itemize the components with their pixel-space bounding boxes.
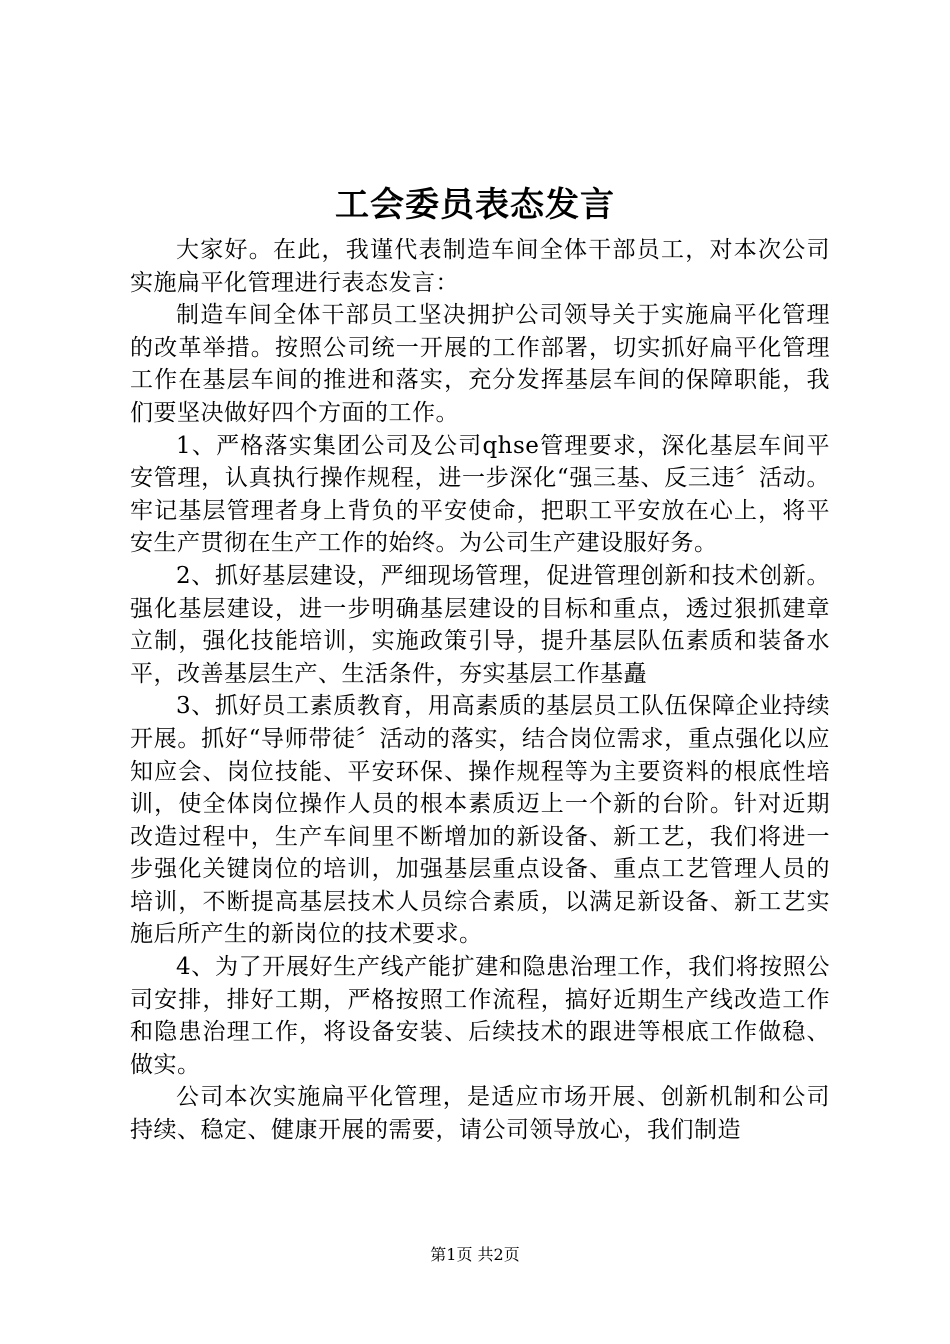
document-title: 工会委员表态发言 [335,185,615,225]
document-body [130,234,830,1147]
paragraph-commitment: 制造车间全体干部员工坚决拥护公司领导关于实施扁平化管理的改革举措。按照公司统一开展的工作部署，切实抓好扁平化管理工作在基层车间的推进和落实，充分发挥基层车间的保障职能，我们要坚决做好四个方面的工作。 [130,302,830,426]
paragraph-point-3: 3、抓好员工素质教育，用高素质的基层员工队伍保障企业持续开展。抓好“导师带徒〞活动的落实，结合岗位需求，重点强化以应知应会、岗位技能、平安环保、操作规程等为主要资料的根底性培训，使全体岗位操作人员的根本素质迈上一个新的台阶。针对近期改造过程中，生产车间里不断增加的新设备、新工艺，我们将进一步强化关键岗位的培训，加强基层重点设备、重点工艺管理人员的培训，不断提高基层技术人员综合素质，以满足新设备、新工艺实施后所产生的新岗位的技术要求。 [130,693,830,948]
paragraph-point-2: 2、抓好基层建设，严细现场管理，促进管理创新和技术创新。强化基层建设，进一步明确基层建设的目标和重点，透过狠抓建章立制，强化技能培训，实施政策引导，提升基层队伍素质和装备水平，改善基层生产、生活条件，夯实基层工作基矗 [130,562,830,687]
paragraph-point-1: 1、严格落实集团公司及公司qhse管理要求，深化基层车间平安管理，认真执行操作规程，进一步深化“强三基、反三违〞活动。牢记基层管理者身上背负的平安使命，把职工平安放在心上，将平安生产贯彻在生产工作的始终。为公司生产建设服好务。 [130,432,830,557]
paragraph-closing: 公司本次实施扁平化管理，是适应市场开展、创新机制和公司持续、稳定、健康开展的需要，请公司领导放心，我们制造 [130,1084,830,1144]
paragraph-greeting: 大家好。在此，我谨代表制造车间全体干部员工，对本次公司实施扁平化管理进行表态发言： [130,237,830,296]
page-footer: 第1页 共2页 [430,1245,520,1264]
paragraph-point-4: 4、为了开展好生产线产能扩建和隐患治理工作，我们将按照公司安排，排好工期，严格按照工作流程，搞好近期生产线改造工作和隐患治理工作，将设备安装、后续技术的跟进等根底工作做稳、做实。 [130,954,830,1078]
